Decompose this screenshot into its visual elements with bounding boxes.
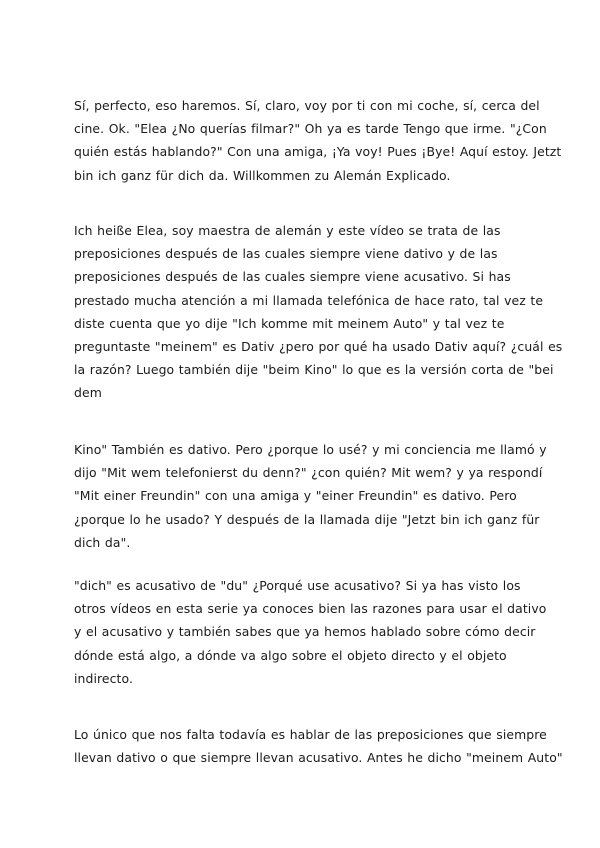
text-line: "Mit einer Freundin" con una amiga y "einer Freundin" es dativo. Pero <box>74 488 517 504</box>
text-line: quién estás hablando?" Con una amiga, ¡Ya voy! Pues ¡Bye! Aquí estoy. Jetzt <box>74 144 562 160</box>
text-line: cine. Ok. "Elea ¿No querías filmar?" Oh ya es tarde Tengo que irme. "¿Con <box>74 121 547 137</box>
text-line: dónde está algo, a dónde va algo sobre el objeto directo y el objeto <box>74 647 507 663</box>
text-line: dijo "Mit wem telefonierst du denn?" ¿con quién? Mit wem? y ya respondí <box>74 465 543 481</box>
paragraph-4 <box>74 574 547 690</box>
paragraph-1 <box>74 94 562 187</box>
text-line: y el acusativo y también sabes que ya hemos hablado sobre cómo decir <box>74 624 536 640</box>
text-line: preposiciones después de las cuales siempre viene acusativo. Si has <box>74 269 511 285</box>
text-line: Kino" También es dativo. Pero ¿porque lo usé? y mi conciencia me llamó y <box>74 442 547 457</box>
paragraph-2 <box>74 219 563 405</box>
text-line: Lo único que nos falta todavía es hablar de las preposiciones que siempre <box>74 727 547 742</box>
text-line: preposiciones después de las cuales siempre viene dativo y de las <box>74 246 498 262</box>
text-line: otros vídeos en esta serie ya conoces bien las razones para usar el dativo <box>74 601 547 617</box>
text-line: dich da". <box>74 534 131 550</box>
text-line: "dich" es acusativo de "du" ¿Porqué use acusativo? Si ya has visto los <box>74 578 521 593</box>
text-line: preguntaste "meinem" es Dativ ¿pero por qué ha usado Dativ aquí? ¿cuál es <box>74 339 563 355</box>
text-line: diste cuenta que yo dije "Ich komme mit meinem Auto" y tal vez te <box>74 315 505 331</box>
text-line: ¿porque lo he usado? Y después de la llamada dije "Jetzt bin ich ganz für <box>74 511 540 527</box>
text-line: Sí, perfecto, eso haremos. Sí, claro, voy por ti con mi coche, sí, cerca del <box>74 98 540 113</box>
text-line: la razón? Luego también dije "beim Kino" lo que es la versión corta de "bei <box>74 362 554 378</box>
text-line: bin ich ganz für dich da. Willkommen zu Alemán Explicado. <box>74 167 451 183</box>
text-line: prestado mucha atención a mi llamada telefónica de hace rato, tal vez te <box>74 292 544 308</box>
text-line: llevan dativo o que siempre llevan acusativo. Antes he dicho "meinem Auto" <box>74 750 563 766</box>
text-line: dem <box>74 385 102 401</box>
paragraph-3 <box>74 438 547 554</box>
paragraph-5 <box>74 723 563 769</box>
text-line: indirecto. <box>74 670 134 686</box>
text-line: Ich heiße Elea, soy maestra de alemán y este vídeo se trata de las <box>74 223 501 238</box>
